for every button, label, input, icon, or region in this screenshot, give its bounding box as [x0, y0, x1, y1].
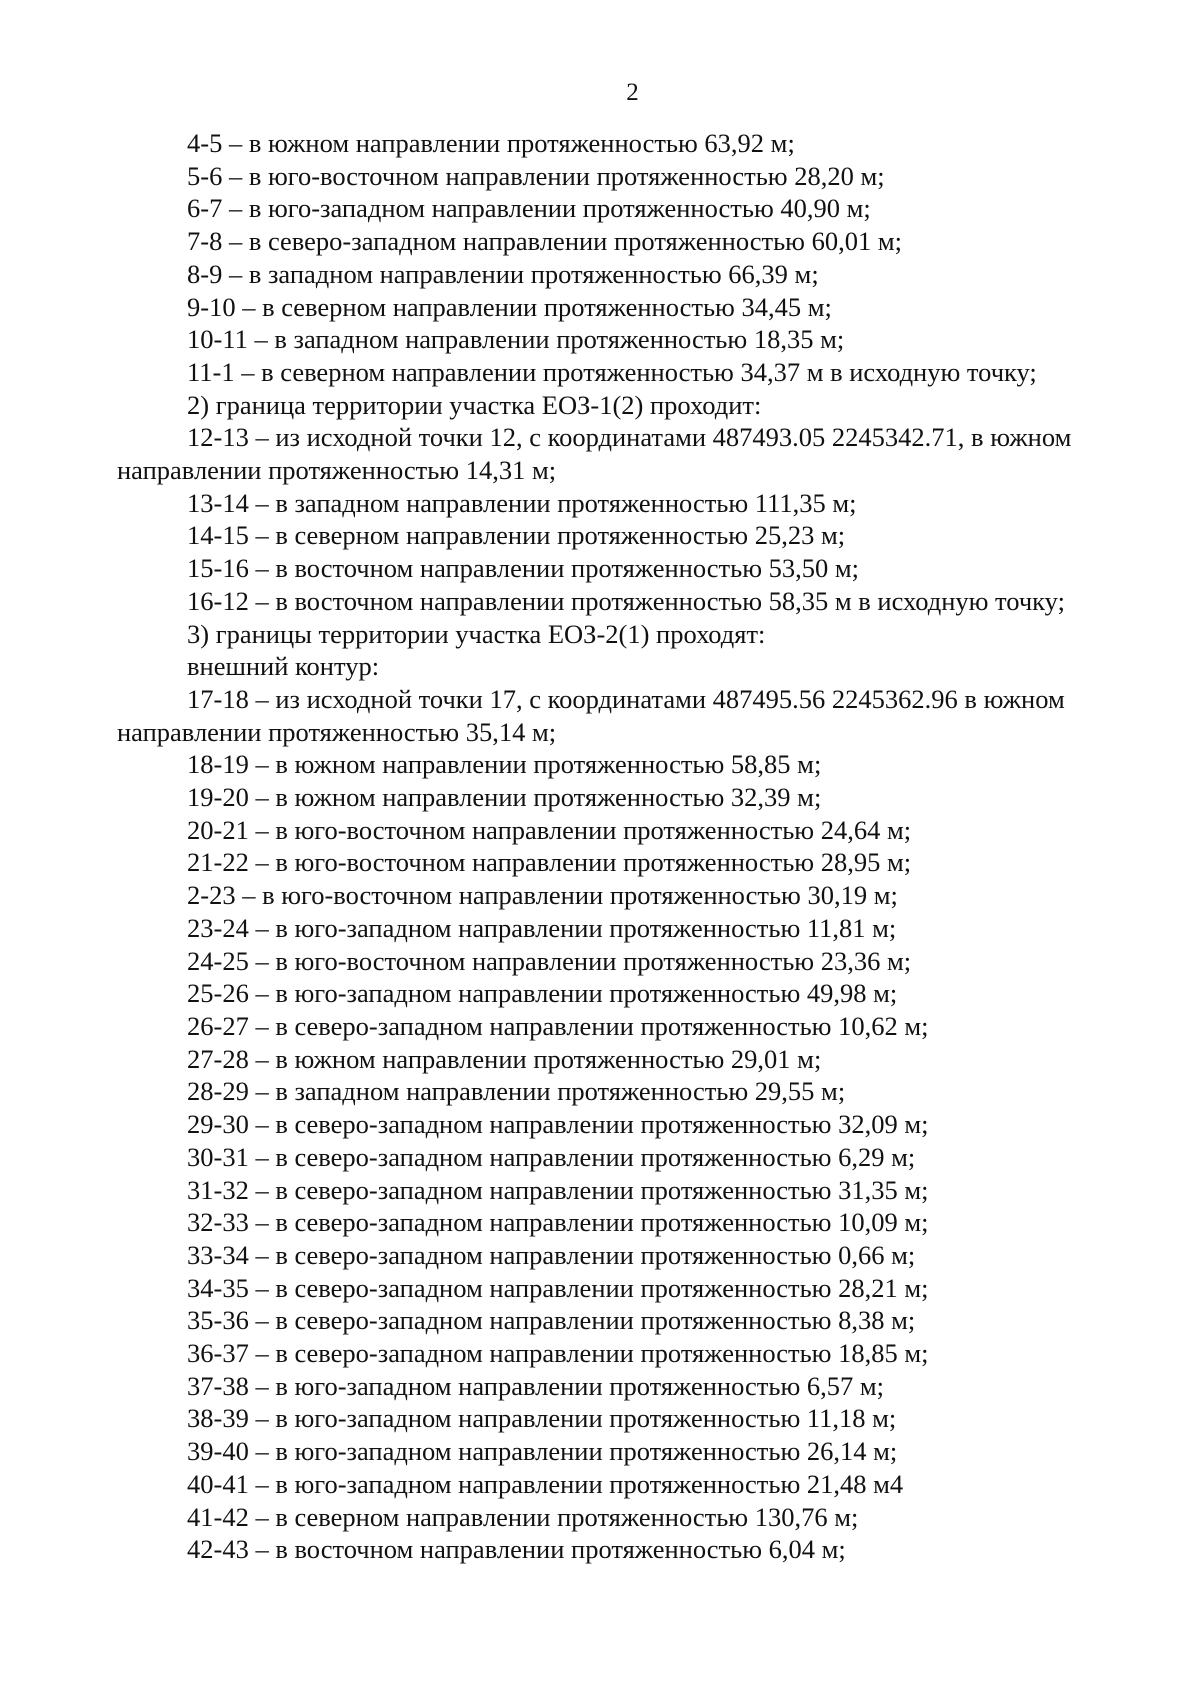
text-line: 31-32 – в северо-западном направлении протяженностью 31,35 м; — [187, 1174, 929, 1205]
text-line: 30-31 – в северо-западном направлении протяженностью 6,29 м; — [187, 1141, 916, 1172]
text-line: 40-41 – в юго-западном направлении протяженностью 21,48 м4 — [187, 1468, 904, 1499]
text-line: направлении протяженностью 14,31 м; — [117, 455, 557, 486]
text-line: 25-26 – в юго-западном направлении протяженностью 49,98 м; — [187, 978, 898, 1009]
text-line: 23-24 – в юго-западном направлении протяженностью 11,81 м; — [187, 912, 897, 943]
text-line: 14-15 – в северном направлении протяженностью 25,23 м; — [187, 520, 846, 551]
text-line: 28-29 – в западном направлении протяженностью 29,55 м; — [187, 1076, 846, 1107]
text-line: 11-1 – в северном направлении протяженностью 34,37 м в исходную точку; — [187, 356, 1037, 387]
text-line: 15-16 – в восточном направлении протяженностью 53,50 м; — [187, 553, 859, 584]
text-line: 9-10 – в северном направлении протяженностью 34,45 м; — [187, 291, 832, 322]
text-line: 39-40 – в юго-западном направлении протяженностью 26,14 м; — [187, 1436, 898, 1467]
text-line: 4-5 – в южном направлении протяженностью 63,92 м; — [187, 128, 795, 158]
text-line: 42-43 – в восточном направлении протяженностью 6,04 м; — [187, 1534, 846, 1565]
text-line: 26-27 – в северо-западном направлении протяженностью 10,62 м; — [187, 1010, 929, 1041]
text-line: 41-42 – в северном направлении протяженностью 130,76 м; — [187, 1501, 859, 1532]
text-line: 18-19 – в южном направлении протяженностью 58,85 м; — [187, 749, 822, 780]
text-line: 33-34 – в северо-западном направлении протяженностью 0,66 м; — [187, 1239, 916, 1270]
document-body — [117, 127, 1157, 1566]
text-line: 38-39 – в юго-западном направлении протяженностью 11,18 м; — [187, 1403, 897, 1434]
text-line: 32-33 – в северо-западном направлении протяженностью 10,09 м; — [187, 1207, 929, 1238]
text-line: 19-20 – в южном направлении протяженностью 32,39 м; — [187, 782, 822, 813]
text-line: 35-36 – в северо-западном направлении протяженностью 8,38 м; — [187, 1305, 916, 1336]
text-line: 36-37 – в северо-западном направлении протяженностью 18,85 м; — [187, 1338, 929, 1369]
text-line: 20-21 – в юго-восточном направлении протяженностью 24,64 м; — [187, 814, 912, 845]
text-line: 13-14 – в западном направлении протяженностью 111,35 м; — [187, 487, 857, 518]
text-line: 2) граница территории участка ЕОЗ-1(2) проходит: — [187, 389, 762, 420]
page-number: 2 — [626, 79, 639, 106]
text-line: 2-23 – в юго-восточном направлении протяженностью 30,19 м; — [187, 880, 898, 911]
text-line: 16-12 – в восточном направлении протяженностью 58,35 м в исходную точку; — [187, 585, 1065, 616]
text-line: 21-22 – в юго-восточном направлении протяженностью 28,95 м; — [187, 847, 912, 878]
text-line: 7-8 – в северо-западном направлении протяженностью 60,01 м; — [187, 226, 902, 257]
text-line: 34-35 – в северо-западном направлении протяженностью 28,21 м; — [187, 1272, 929, 1303]
text-line: 6-7 – в юго-западном направлении протяженностью 40,90 м; — [187, 193, 871, 224]
text-line: направлении протяженностью 35,14 м; — [117, 716, 557, 747]
text-line: 37-38 – в юго-западном направлении протяженностью 6,57 м; — [187, 1370, 885, 1401]
text-line: 27-28 – в южном направлении протяженностью 29,01 м; — [187, 1043, 822, 1074]
text-line: 3) границы территории участка ЕОЗ-2(1) проходят: — [187, 618, 766, 649]
text-line: 17-18 – из исходной точки 17, с координатами 487495.56 2245362.96 в южном — [187, 683, 1065, 714]
text-line: 12-13 – из исходной точки 12, с координатами 487493.05 2245342.71, в южном — [187, 422, 1072, 453]
text-line: 5-6 – в юго-восточном направлении протяженностью 28,20 м; — [187, 160, 885, 191]
text-line: 8-9 – в западном направлении протяженностью 66,39 м; — [187, 258, 819, 289]
text-line: 10-11 – в западном направлении протяженностью 18,35 м; — [187, 324, 845, 355]
text-line: 29-30 – в северо-западном направлении протяженностью 32,09 м; — [187, 1109, 929, 1140]
text-line: внешний контур: — [187, 651, 380, 682]
text-line: 24-25 – в юго-восточном направлении протяженностью 23,36 м; — [187, 945, 912, 976]
